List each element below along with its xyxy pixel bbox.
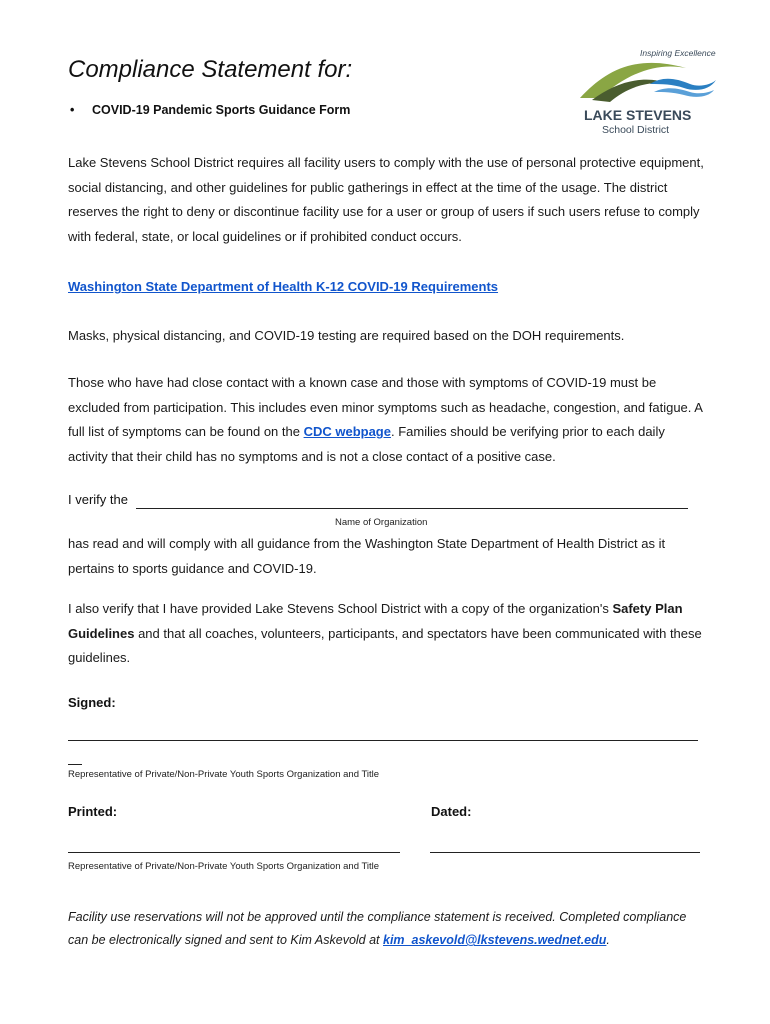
intro-paragraph: Lake Stevens School District requires all facility users to comply with the use of personal protective equipment, social distancing, and other guidelines for public gatherings in effect at the time of the usage. The district reserves the right to deny or discontinue facility use for a user or group of users if such users refuse to comply with federal, state, or local guidelines or if prohibited conduct occurs.: [68, 155, 704, 244]
date-field[interactable]: [430, 852, 700, 853]
printed-name-field[interactable]: [68, 852, 400, 853]
symptoms-text-before: Those who have had close contact with a known case and those with symptoms of COVID-19 must be excluded from participation. This includes even minor symptoms such as headache, congestion, and fatigue. A full list of symptoms can be found on the: [68, 375, 703, 439]
bullet-icon: •: [70, 103, 75, 117]
form-name: COVID-19 Pandemic Sports Guidance Form: [92, 103, 351, 117]
symptoms-text-after: . Families should be verifying prior to each daily activity that their child has no symptoms and is not a close contact of a positive case.: [68, 424, 665, 464]
safety-text-before: I also verify that I have provided Lake Stevens School District with a copy of the organization's: [68, 601, 613, 616]
cdc-webpage-link[interactable]: CDC webpage: [303, 424, 391, 439]
form-bullet: [70, 103, 350, 117]
logo-subname: School District: [602, 124, 670, 136]
logo-water-wave: [650, 79, 716, 90]
masks-paragraph: Masks, physical distancing, and COVID-19 testing are required based on the DOH requirements.: [68, 328, 625, 343]
symptoms-paragraph: [68, 371, 708, 469]
printed-caption: Representative of Private/Non-Private Youth Sports Organization and Title: [68, 861, 380, 872]
email-link[interactable]: kim_askevold@lkstevens.wednet.edu: [383, 933, 607, 947]
logo-name: LAKE STEVENS: [584, 107, 692, 123]
signature-field-wrap: [68, 764, 82, 765]
signature-field[interactable]: [68, 740, 698, 741]
safety-plan-bold: Safety Plan Guidelines: [68, 601, 683, 641]
footer-text: Facility use reservations will not be approved until the compliance statement is received. Completed compliance can be electronically signed and sent to Kim Askevold at: [68, 910, 687, 947]
district-logo: [566, 40, 726, 140]
signed-label: Signed:: [68, 695, 116, 710]
printed-label: Printed:: [68, 804, 118, 819]
logo-water-wave-2: [654, 88, 714, 97]
verify-prefix: I verify the: [68, 492, 128, 507]
signed-caption: Representative of Private/Non-Private Youth Sports Organization and Title: [68, 769, 380, 780]
organization-caption: Name of Organization: [335, 517, 428, 528]
footer-note: [68, 906, 708, 952]
safety-text-after: and that all coaches, volunteers, participants, and spectators have been communicated with these guidelines.: [68, 625, 702, 665]
organization-name-field[interactable]: [136, 508, 688, 509]
safety-paragraph: [68, 597, 708, 671]
doh-requirements-link[interactable]: Washington State Department of Health K-12 COVID-19 Requirements: [68, 279, 499, 294]
dated-label: Dated:: [431, 804, 472, 819]
logo-tagline: Inspiring Excellence: [640, 48, 716, 58]
page-title: Compliance Statement for:: [68, 56, 353, 83]
footer-text-end: .: [606, 933, 610, 947]
verify-continuation: has read and will comply with all guidance from the Washington State Department of Health District as it pertains to sports guidance and COVID-19.: [68, 536, 666, 576]
